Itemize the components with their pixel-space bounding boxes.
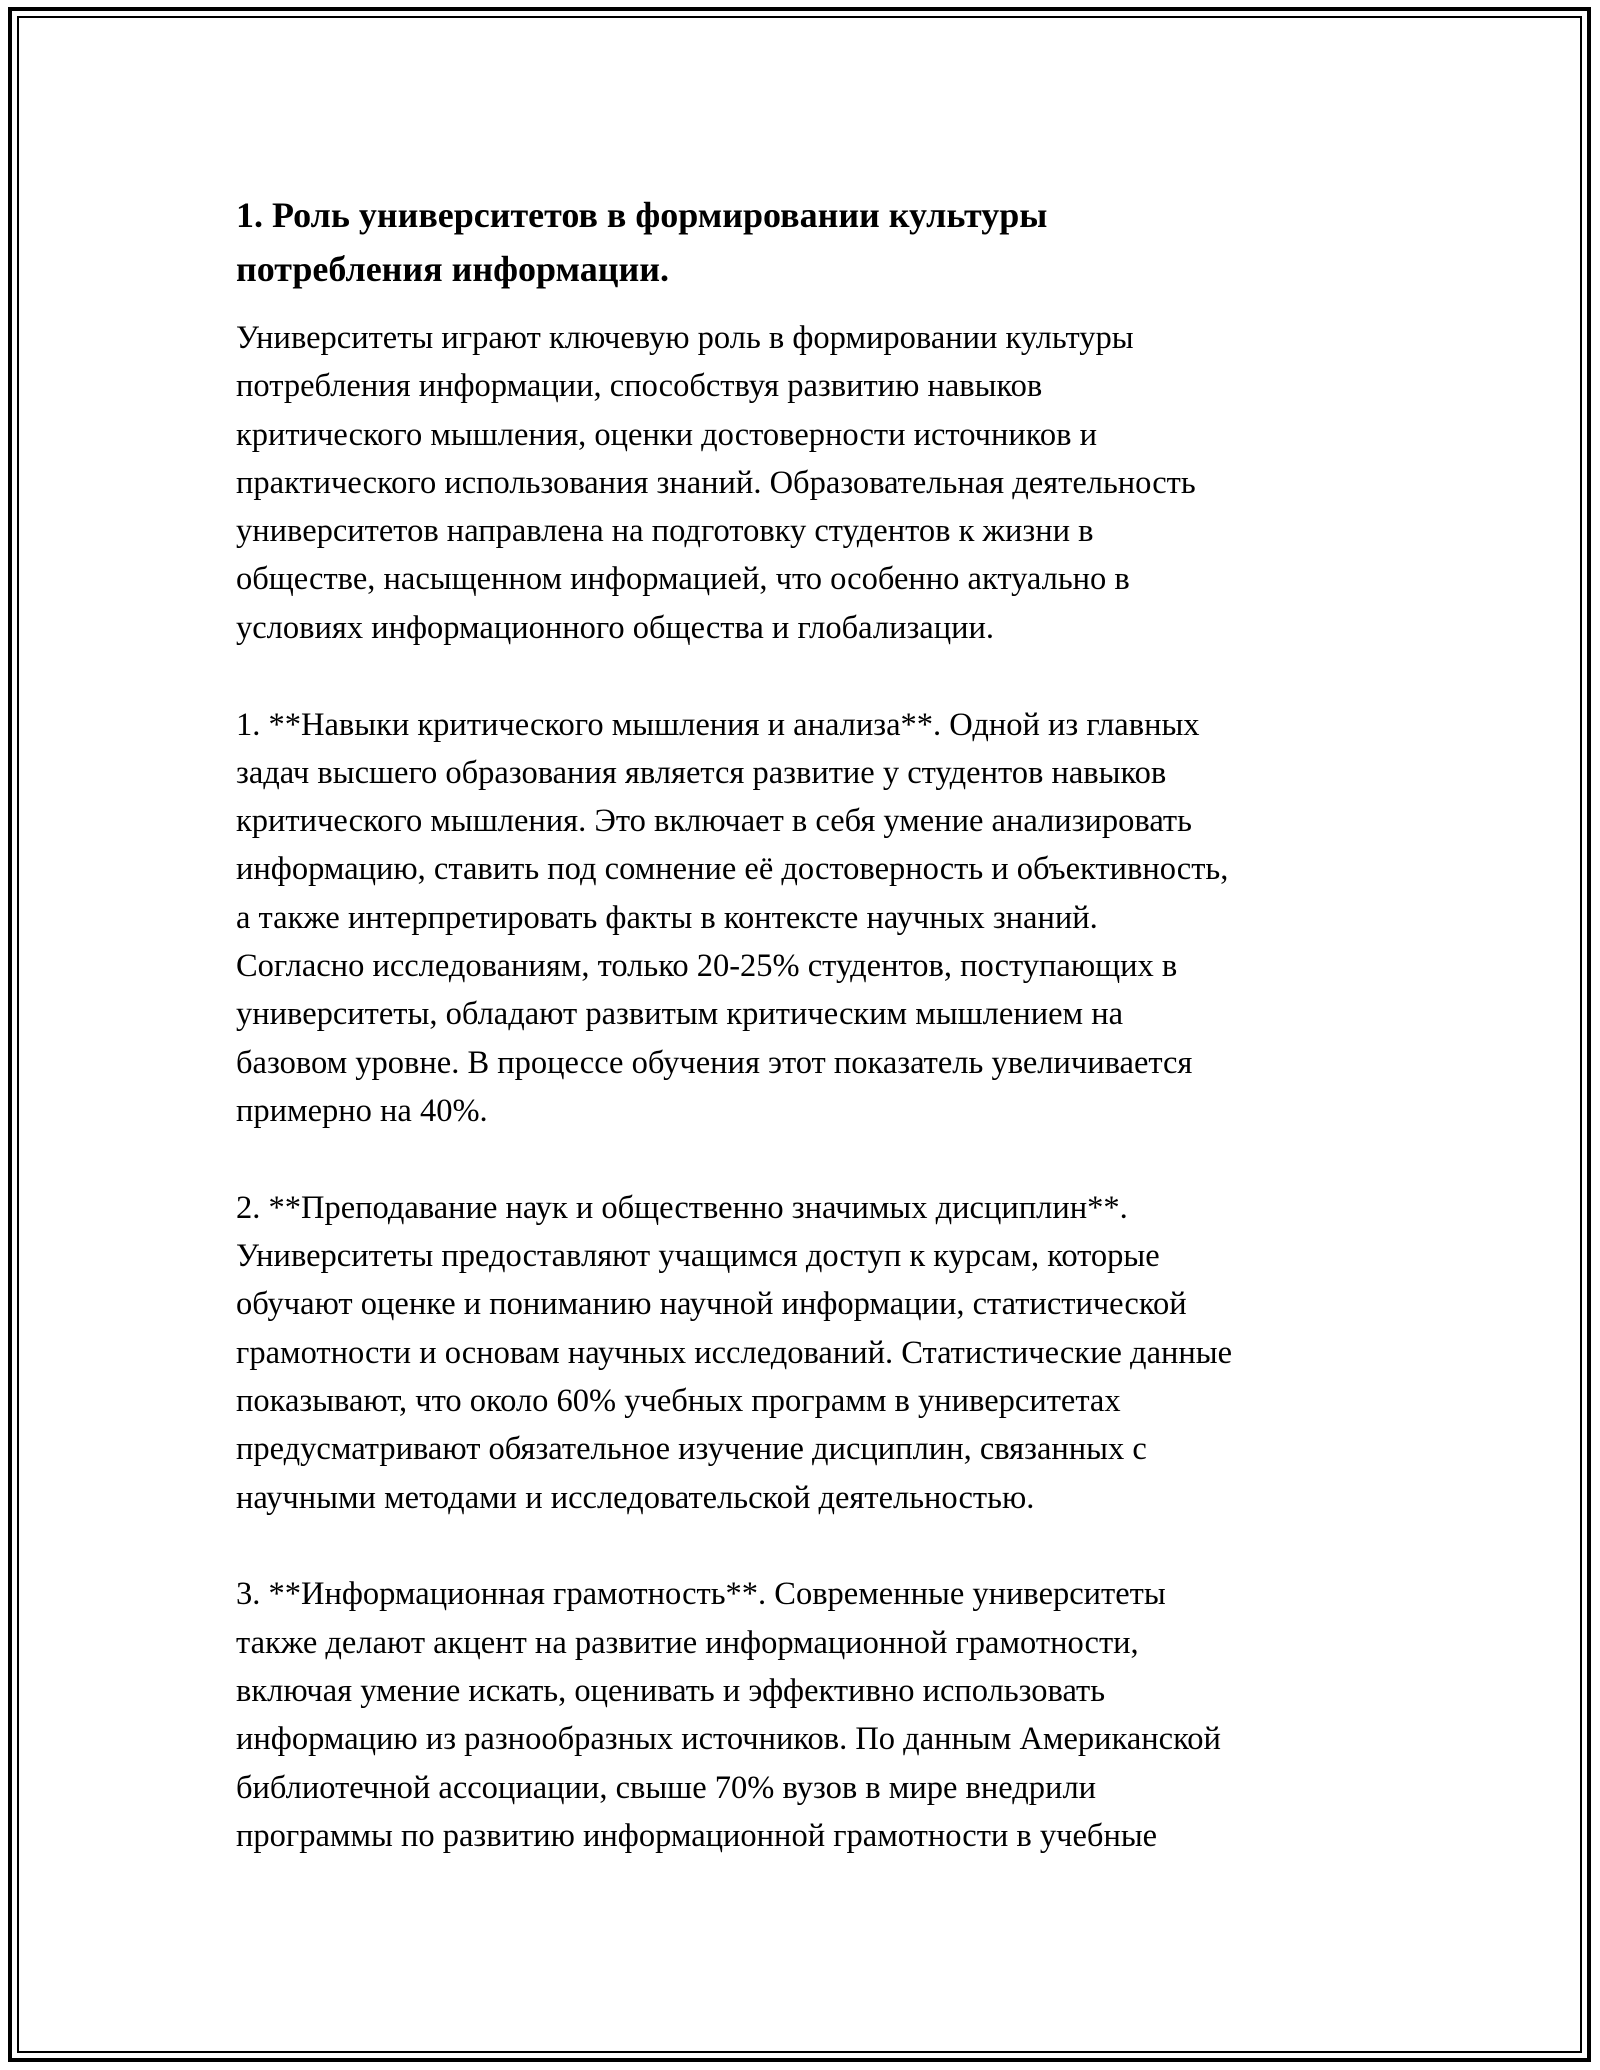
text-line: университеты, обладают развитым критическим мышлением на <box>236 996 1124 1033</box>
text-line: информацию из разнообразных источников. По данным Американской <box>236 1721 1221 1758</box>
text-line: предусматривают обязательное изучение дисциплин, связанных с <box>236 1431 1147 1468</box>
section-heading <box>236 188 1376 296</box>
text-line: потребления информации, способствуя развитию навыков <box>236 368 1043 405</box>
text-line: университетов направлена на подготовку студентов к жизни в <box>236 513 1094 550</box>
text-line: Согласно исследованиям, только 20-25% студентов, поступающих в <box>236 948 1178 985</box>
text-line: обучают оценке и пониманию научной информации, статистической <box>236 1286 1187 1323</box>
list-item-critical-thinking <box>236 701 1376 1136</box>
text-line: примерно на 40%. <box>236 1092 488 1129</box>
text-line: базовом уровне. В процессе обучения этот показатель увеличивается <box>236 1044 1193 1081</box>
text-line: научными методами и исследовательской деятельностью. <box>236 1479 1035 1516</box>
text-line: Университеты предоставляют учащимся доступ к курсам, которые <box>236 1238 1160 1275</box>
text-line: библиотечной ассоциации, свыше 70% вузов в мире внедрили <box>236 1769 1097 1806</box>
intro-paragraph <box>236 314 1376 652</box>
text-line: практического использования знаний. Образовательная деятельность <box>236 464 1196 501</box>
text-line: также делают акцент на развитие информационной грамотности, <box>236 1624 1139 1661</box>
text-line: критического мышления. Это включает в себя умение анализировать <box>236 803 1192 840</box>
text-line: задач высшего образования является развитие у студентов навыков <box>236 754 1167 791</box>
text-line: грамотности и основам научных исследований. Статистические данные <box>236 1334 1233 1371</box>
text-line: 1. **Навыки критического мышления и анализа**. Одной из главных <box>236 706 1200 743</box>
list-item-teaching-sciences <box>236 1184 1376 1522</box>
text-line: информацию, ставить под сомнение её достоверность и объективность, <box>236 851 1229 888</box>
text-line: программы по развитию информационной грамотности в учебные <box>236 1817 1158 1854</box>
heading-line: потребления информации. <box>236 249 670 289</box>
text-line: 2. **Преподавание наук и общественно значимых дисциплин**. <box>236 1189 1128 1226</box>
text-line: показывают, что около 60% учебных программ в университетах <box>236 1382 1121 1419</box>
list-item-information-literacy <box>236 1570 1376 1860</box>
heading-line: 1. Роль университетов в формировании культуры <box>236 195 1048 235</box>
text-line: 3. **Информационная грамотность**. Современные университеты <box>236 1576 1166 1613</box>
text-line: а также интерпретировать факты в контексте научных знаний. <box>236 899 1098 936</box>
text-line: Университеты играют ключевую роль в формировании культуры <box>236 320 1134 356</box>
text-line: критического мышления, оценки достоверности источников и <box>236 416 1097 453</box>
text-line: включая умение искать, оценивать и эффективно использовать <box>236 1672 1106 1709</box>
text-line: условиях информационного общества и глобализации. <box>236 609 995 646</box>
text-line: обществе, насыщенном информацией, что особенно актуально в <box>236 561 1130 598</box>
document-body <box>236 188 1376 1860</box>
